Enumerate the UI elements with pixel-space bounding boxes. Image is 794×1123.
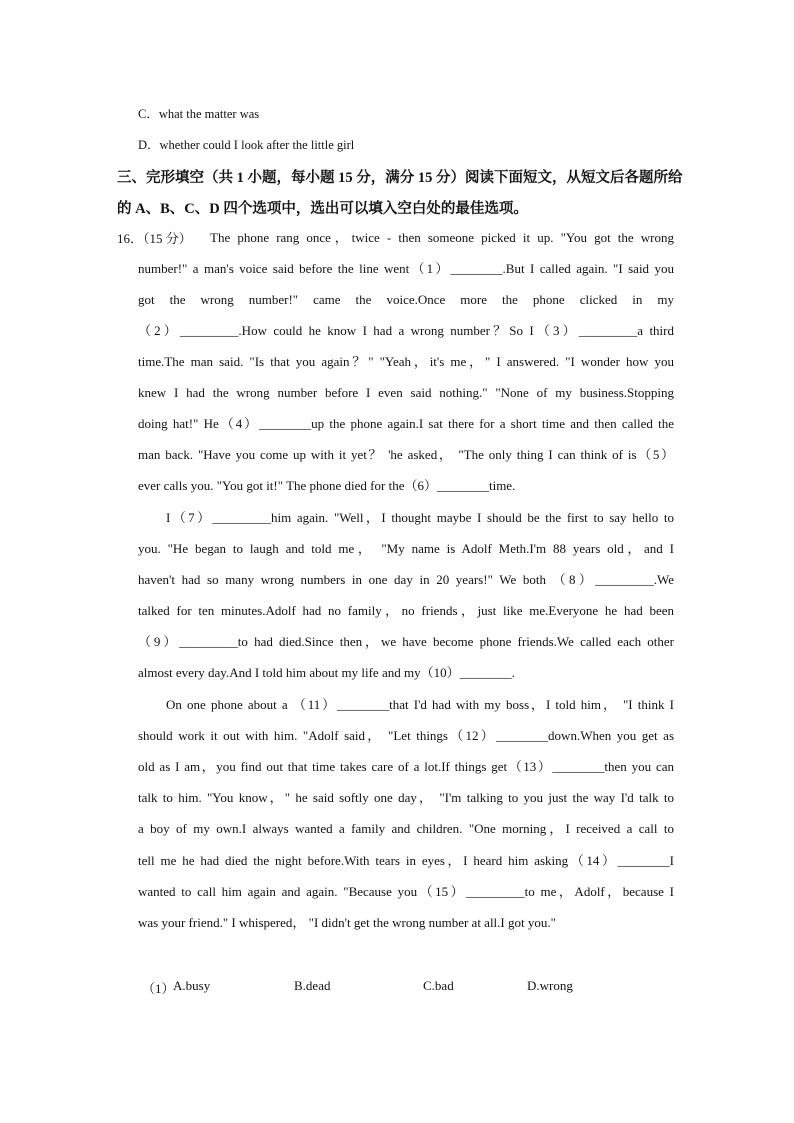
question-number: 16．（15 分）	[117, 231, 192, 246]
passage-line: I（7）_________him again. "Well，I thought maybe I should be the first to say hello to	[166, 510, 674, 525]
passage-line: doing hat!" He（4）________up the phone again.I sat there for a short time and then called the	[138, 416, 674, 431]
passage-line: you. "He began to laugh and told me， "My name is Adolf Meth.I'm 88 years old，and I	[138, 541, 674, 556]
passage-line: On one phone about a （11）________that I'd had with my boss，I told him， "I think I	[166, 697, 674, 712]
passage-line: got the wrong number!" came the voice.Once more the phone clicked in my	[138, 292, 674, 307]
passage-line: wanted to call him again and again. "Because you（15）_________to me，Adolf，because I	[138, 884, 674, 899]
passage-line: The phone rang once，twice - then someone picked it up. "You got the wrong	[210, 230, 674, 245]
passage-line: （2）_________.How could he know I had a wrong number？So I（3）_________a third	[138, 323, 674, 338]
passage-line: was your friend." I whispered， "I didn't get the wrong number at all.I got you."	[138, 915, 556, 930]
section-heading-line-1: 三、完形填空（共 1 小题，每小题 15 分，满分 15 分）阅读下面短文，从短文后各题所给	[117, 170, 683, 186]
option-c: C．what the matter was	[138, 107, 260, 121]
option-d: D．whether could I look after the little girl	[138, 138, 355, 152]
passage-line: talked for ten minutes.Adolf had no family，no friends，just like me.Everyone he had been	[138, 603, 674, 618]
choice-a: A.busy	[173, 978, 211, 993]
passage-line: talk to him. "You know，" he said softly one day， "I'm talking to you just the way I'd talk to	[138, 790, 674, 805]
choice-d: D.wrong	[527, 978, 573, 993]
choice-number: （1）	[142, 981, 175, 996]
passage-line: old as I am，you find out that time takes care of a lot.If things get（13）________then you can	[138, 759, 674, 774]
passage-line: should work it out with him. "Adolf said， "Let things（12）________down.When you get as	[138, 728, 674, 743]
passage-line: a boy of my own.I always wanted a family and children. "One morning，I received a call to	[138, 821, 674, 836]
choice-c: C.bad	[423, 978, 454, 993]
passage-line: （9）_________to had died.Since then，we have become phone friends.We called each other	[138, 634, 674, 649]
passage-line: ever calls you. "You got it!" The phone died for the（6）________time.	[138, 478, 516, 493]
passage-line: number!" a man's voice said before the line went（1）________.But I called again. "I said you	[138, 261, 674, 276]
passage-line: tell me he had died the night before.With tears in eyes，I heard him asking（14）________I	[138, 853, 674, 868]
passage-line: almost every day.And I told him about my life and my（10）________.	[138, 665, 515, 680]
passage-line: time.The man said. "Is that you again？" "Yeah，it's me，" I answered. "I wonder how you	[138, 354, 674, 369]
passage-line: man back. "Have you come up with it yet？ 'he asked， "The only thing I can think of is（5）	[138, 447, 674, 462]
passage-line: knew I had the wrong number before I even said nothing." "None of my business.Stopping	[138, 385, 674, 400]
choice-b: B.dead	[294, 978, 331, 993]
passage-line: haven't had so many wrong numbers in one day in 20 years!" We both （8）_________.We	[138, 572, 674, 587]
section-heading-line-2: 的 A、B、C、D 四个选项中，选出可以填入空白处的最佳选项。	[117, 201, 528, 217]
